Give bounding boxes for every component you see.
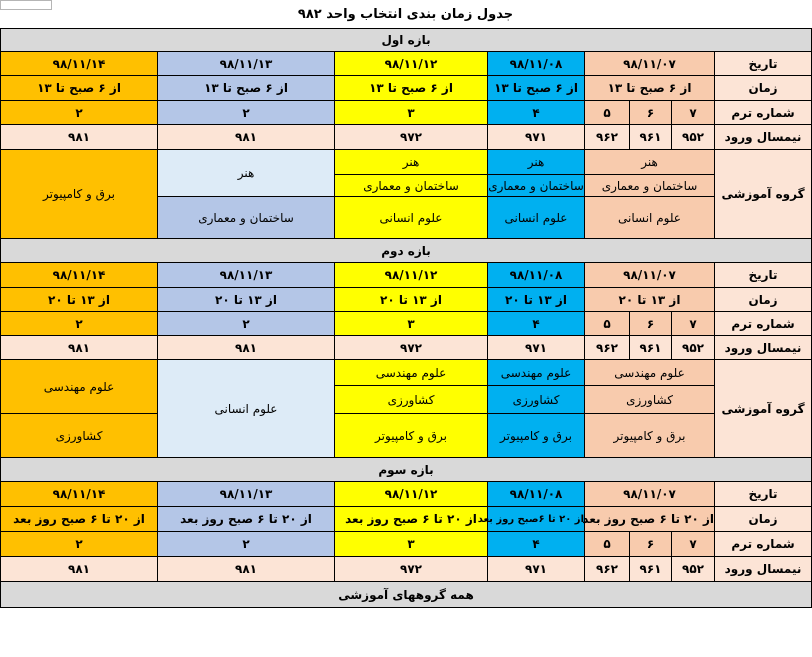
time-row (1, 507, 812, 532)
term-cell: ۳ (335, 532, 488, 557)
term-cell: ۲ (158, 101, 335, 125)
group-cell: ساختمان و معماری (335, 175, 488, 197)
semester-cell: ۹۶۱ (630, 557, 672, 582)
semester-cell: ۹۵۲ (672, 125, 715, 150)
date-cell: ۹۸/۱۱/۱۳ (158, 482, 335, 507)
date-label: تاریخ (715, 263, 812, 288)
group-cell: علوم مهندسی (488, 360, 585, 386)
group-cell: هنر (585, 150, 715, 175)
term-label: شماره ترم (715, 532, 812, 557)
time-cell: از ۲۰ تا ۶ صبح روز بعد (585, 507, 715, 532)
date-cell: ۹۸/۱۱/۱۴ (1, 263, 158, 288)
period2-heading: بازه دوم (1, 239, 812, 263)
term-cell: ۵ (585, 312, 630, 336)
date-cell: ۹۸/۱۱/۰۸ (488, 52, 585, 76)
term-cell: ۶ (630, 101, 672, 125)
semester-cell: ۹۶۱ (630, 125, 672, 150)
date-cell: ۹۸/۱۱/۱۲ (335, 52, 488, 76)
time-cell: از ۱۳ تا ۲۰ (335, 288, 488, 312)
semester-cell: ۹۷۲ (335, 557, 488, 582)
group-cell: علوم انسانی (585, 197, 715, 239)
semester-cell: ۹۸۱ (158, 125, 335, 150)
date-row (1, 263, 812, 288)
period3-heading: بازه سوم (1, 458, 812, 482)
semester-cell: ۹۸۱ (158, 557, 335, 582)
date-cell: ۹۸/۱۱/۱۳ (158, 52, 335, 76)
semester-label: نیمسال ورود (715, 336, 812, 360)
time-cell: از ۶ صبح تا ۱۳ (488, 76, 585, 101)
time-cell: از ۶ صبح تا ۱۳ (158, 76, 335, 101)
term-cell: ۶ (630, 312, 672, 336)
semester-cell: ۹۶۲ (585, 336, 630, 360)
semester-label: نیمسال ورود (715, 125, 812, 150)
time-cell: از ۶ صبح تا ۱۳ (1, 76, 158, 101)
term-row (1, 101, 812, 125)
semester-row (1, 125, 812, 150)
semester-label: نیمسال ورود (715, 557, 812, 582)
date-cell: ۹۸/۱۱/۰۷ (585, 263, 715, 288)
time-row (1, 288, 812, 312)
group-cell: هنر (335, 150, 488, 175)
group-cell: برق و کامپیوتر (335, 414, 488, 458)
time-cell: از ۲۰ تا ۶صبح روز بعد (488, 507, 585, 532)
time-label: زمان (715, 507, 812, 532)
date-label: تاریخ (715, 52, 812, 76)
semester-cell: ۹۸۱ (1, 557, 158, 582)
group-cell: برق و کامپیوتر (488, 414, 585, 458)
group-cell: کشاورزی (585, 386, 715, 414)
time-row (1, 76, 812, 101)
semester-cell: ۹۸۱ (1, 336, 158, 360)
term-cell: ۷ (672, 312, 715, 336)
date-cell: ۹۸/۱۱/۰۷ (585, 482, 715, 507)
period1-heading: بازه اول (1, 29, 812, 52)
group-cell: علوم مهندسی (585, 360, 715, 386)
semester-cell: ۹۷۲ (335, 125, 488, 150)
group-cell: ساختمان و معماری (488, 175, 585, 197)
group-cell: کشاورزی (1, 414, 158, 458)
semester-row (1, 557, 812, 582)
group-cell: کشاورزی (335, 386, 488, 414)
term-cell: ۵ (585, 101, 630, 125)
semester-cell: ۹۶۱ (630, 336, 672, 360)
term-cell: ۳ (335, 101, 488, 125)
term-cell: ۳ (335, 312, 488, 336)
term-label: شماره ترم (715, 101, 812, 125)
group-label: گروه آموزشی (715, 150, 812, 239)
group-cell: علوم انسانی (158, 360, 335, 458)
term-cell: ۶ (630, 532, 672, 557)
group-cell: علوم مهندسی (1, 360, 158, 414)
semester-cell: ۹۷۱ (488, 557, 585, 582)
term-row (1, 532, 812, 557)
time-cell: از ۱۳ تا ۲۰ (158, 288, 335, 312)
term-cell: ۲ (1, 101, 158, 125)
group-cell: علوم انسانی (335, 197, 488, 239)
group-cell: ساختمان و معماری (585, 175, 715, 197)
date-row (1, 482, 812, 507)
time-cell: از ۲۰ تا ۶ صبح روز بعد (1, 507, 158, 532)
term-cell: ۴ (488, 532, 585, 557)
semester-row (1, 336, 812, 360)
semester-cell: ۹۵۲ (672, 336, 715, 360)
time-cell: از ۲۰ تا ۶ صبح روز بعد (335, 507, 488, 532)
semester-cell: ۹۵۲ (672, 557, 715, 582)
term-cell: ۲ (1, 312, 158, 336)
date-cell: ۹۸/۱۱/۰۸ (488, 482, 585, 507)
semester-cell: ۹۷۱ (488, 336, 585, 360)
semester-cell: ۹۷۲ (335, 336, 488, 360)
date-cell: ۹۸/۱۱/۱۴ (1, 52, 158, 76)
semester-cell: ۹۶۲ (585, 557, 630, 582)
term-cell: ۷ (672, 101, 715, 125)
date-cell: ۹۸/۱۱/۱۲ (335, 482, 488, 507)
time-cell: از ۶ صبح تا ۱۳ (585, 76, 715, 101)
semester-cell: ۹۸۱ (158, 336, 335, 360)
page-title: جدول زمان بندی انتخاب واحد ۹۸۲ (297, 6, 514, 22)
time-cell: از ۲۰ تا ۶ صبح روز بعد (158, 507, 335, 532)
term-row (1, 312, 812, 336)
group-cell: کشاورزی (488, 386, 585, 414)
term-cell: ۵ (585, 532, 630, 557)
group-cell: علوم مهندسی (335, 360, 488, 386)
group-label: گروه آموزشی (715, 360, 812, 458)
group-cell: هنر (488, 150, 585, 175)
group-cell: علوم انسانی (488, 197, 585, 239)
time-cell: از ۱۳ تا ۲۰ (488, 288, 585, 312)
time-cell: از ۱۳ تا ۲۰ (1, 288, 158, 312)
term-cell: ۲ (158, 532, 335, 557)
date-label: تاریخ (715, 482, 812, 507)
group-cell: ساختمان و معماری (158, 197, 335, 239)
date-cell: ۹۸/۱۱/۰۸ (488, 263, 585, 288)
semester-cell: ۹۷۱ (488, 125, 585, 150)
group-cell: هنر (158, 150, 335, 197)
term-cell: ۴ (488, 312, 585, 336)
term-cell: ۲ (158, 312, 335, 336)
date-cell: ۹۸/۱۱/۰۷ (585, 52, 715, 76)
group-cell: برق و کامپیوتر (585, 414, 715, 458)
term-cell: ۷ (672, 532, 715, 557)
term-label: شماره ترم (715, 312, 812, 336)
date-cell: ۹۸/۱۱/۱۳ (158, 263, 335, 288)
time-label: زمان (715, 76, 812, 101)
date-cell: ۹۸/۱۱/۱۴ (1, 482, 158, 507)
schedule-table (0, 28, 812, 608)
semester-cell: ۹۸۱ (1, 125, 158, 150)
group-cell: برق و کامپیوتر (1, 150, 158, 239)
term-cell: ۲ (1, 532, 158, 557)
time-cell: از ۱۳ تا ۲۰ (585, 288, 715, 312)
date-row (1, 52, 812, 76)
semester-cell: ۹۶۲ (585, 125, 630, 150)
time-label: زمان (715, 288, 812, 312)
footer-all-groups: همه گروههای آموزشی (1, 582, 812, 608)
term-cell: ۴ (488, 101, 585, 125)
date-cell: ۹۸/۱۱/۱۲ (335, 263, 488, 288)
time-cell: از ۶ صبح تا ۱۳ (335, 76, 488, 101)
